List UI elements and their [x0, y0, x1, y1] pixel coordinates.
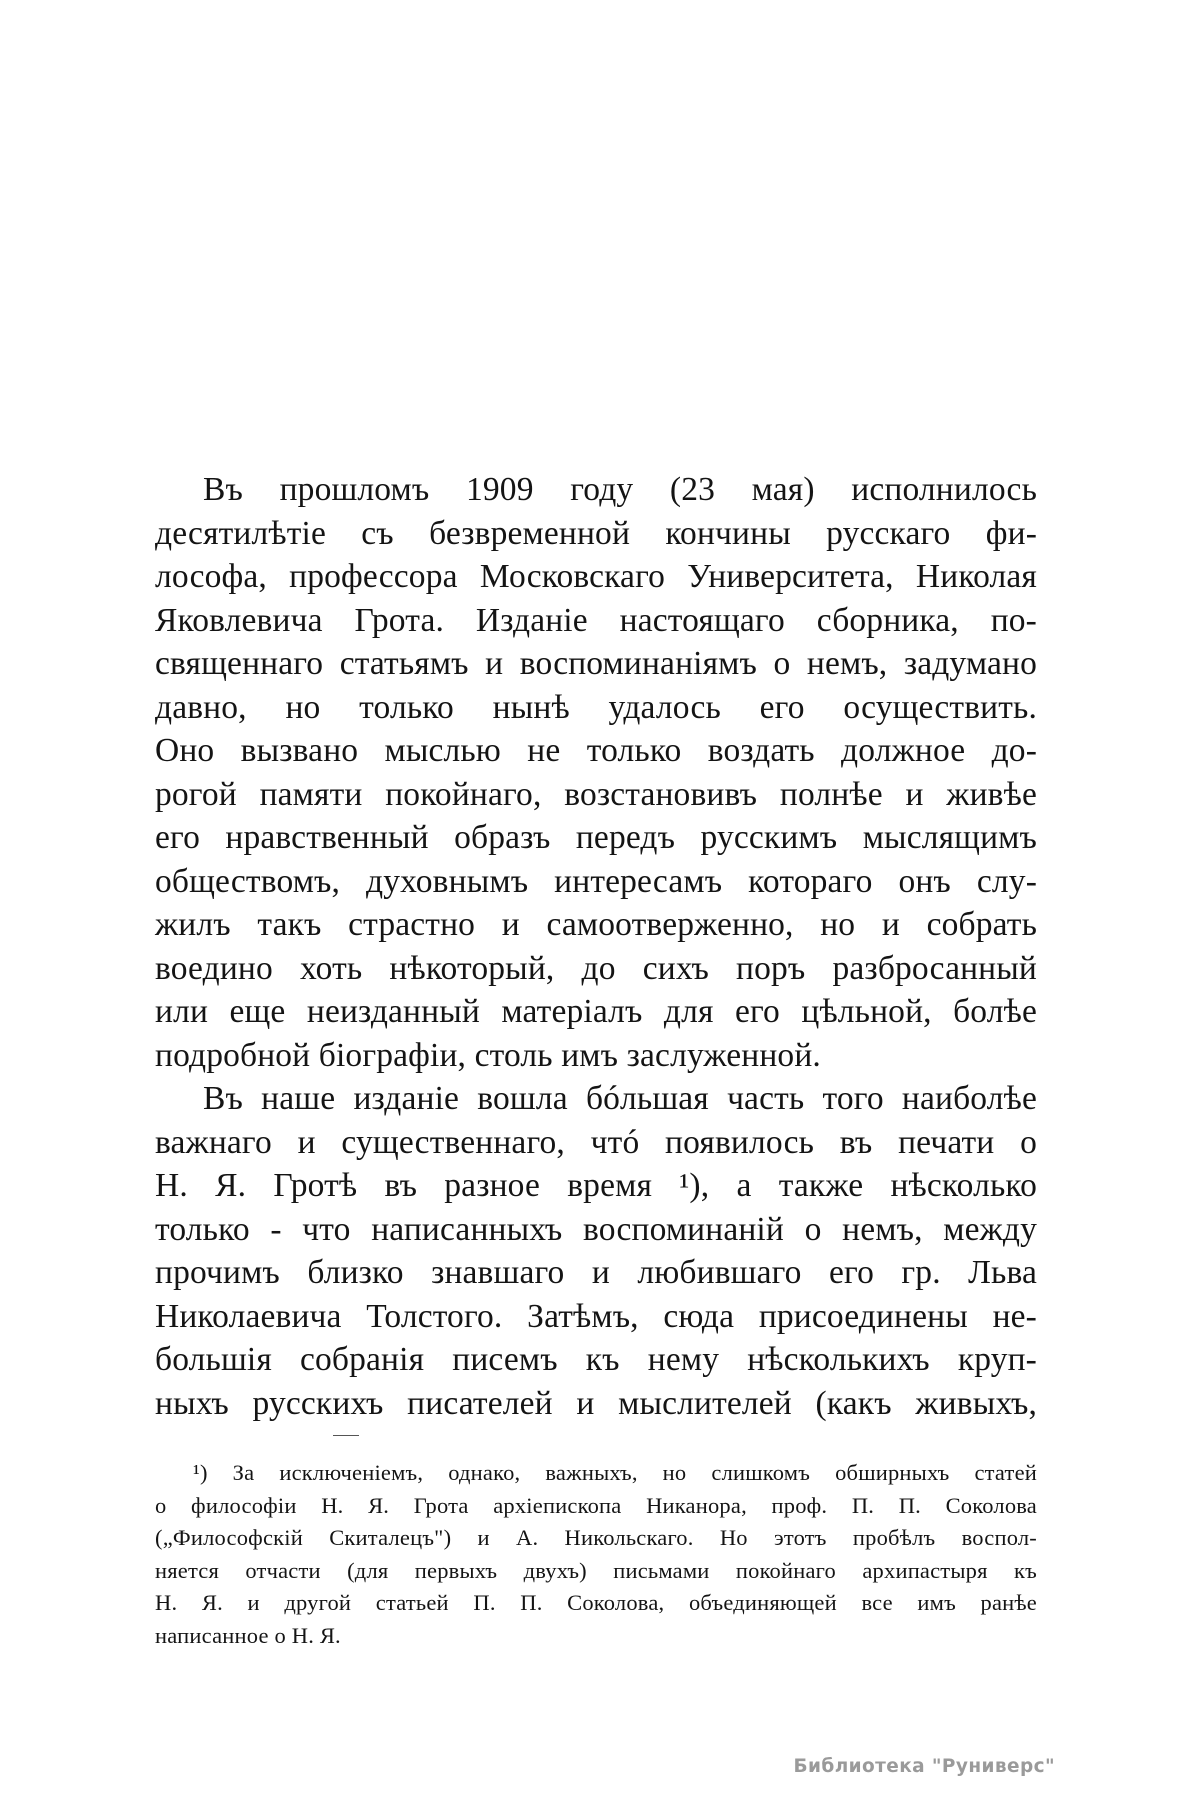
- text-line: лософа, профессора Московскаго Университета, Николая: [155, 558, 1037, 595]
- footnote-line: Н. Я. и другой статьей П. П. Соколова, объединяющей все имъ ранѣе: [155, 1590, 1037, 1615]
- text-line: Въ наше изданіе вошла бóльшая часть того наиболѣе: [203, 1080, 1037, 1117]
- main-text: [155, 468, 1037, 1425]
- text-line: Яковлевича Грота. Изданіе настоящаго сборника, по-: [155, 601, 1037, 639]
- text-line: или еще неизданный матеріалъ для его цѣльной, болѣе: [155, 993, 1037, 1030]
- text-line: Николаевича Толстого. Затѣмъ, сюда присоединены не-: [155, 1297, 1037, 1335]
- text-line: Оно вызвано мыслью не только воздать должное до-: [155, 732, 1037, 769]
- footnote-line: ¹) За исключеніемъ, однако, важныхъ, но слишкомъ обширныхъ статей: [193, 1460, 1037, 1485]
- text-line: ныхъ русскихъ писателей и мыслителей (какъ живыхъ,: [155, 1384, 1037, 1422]
- footnote-block: [155, 1457, 1037, 1652]
- footnote-line: („Философскій Скиталецъ") и А. Никольскаго. Но этотъ пробѣлъ воспол-: [155, 1525, 1037, 1550]
- footnote-line: о философіи Н. Я. Грота архіепископа Никанора, проф. П. П. Соколова: [155, 1492, 1037, 1518]
- text-line: обществомъ, духовнымъ интересамъ котораго онъ слу-: [155, 862, 1037, 900]
- library-watermark: Библиотека "Руниверс": [793, 1756, 1055, 1777]
- text-line: его нравственный образъ передъ русскимъ мыслящимъ: [155, 819, 1037, 856]
- text-line: подробной біографіи, столь имъ заслуженной.: [155, 1036, 821, 1074]
- text-line: воедино хоть нѣкоторый, до сихъ поръ разбросанный: [155, 949, 1037, 987]
- footnote-divider: [333, 1435, 359, 1436]
- text-line: Н. Я. Гротѣ въ разное время ¹), а также нѣсколько: [155, 1167, 1037, 1204]
- text-line: только - что написанныхъ воспоминаній о немъ, между: [155, 1210, 1037, 1248]
- text-line: важнаго и существеннаго, чтó появилось въ печати о: [155, 1123, 1037, 1161]
- text-line: священнаго статьямъ и воспоминаніямъ о немъ, задумано: [155, 645, 1037, 682]
- paragraph-2: [155, 1077, 1037, 1425]
- text-line: десятилѣтіе съ безвременной кончины русскаго фи-: [155, 514, 1037, 552]
- footnote-1: [155, 1457, 1037, 1652]
- footnote-line: написанное о Н. Я.: [155, 1622, 341, 1648]
- text-line: давно, но только нынѣ удалось его осуществить.: [155, 688, 1037, 726]
- text-line: большія собранія писемъ къ нему нѣсколькихъ круп-: [155, 1341, 1037, 1378]
- text-line: жилъ такъ страстно и самоотверженно, но и собрать: [155, 906, 1037, 943]
- text-line: прочимъ близко знавшаго и любившаго его гр. Льва: [155, 1254, 1037, 1291]
- text-line: Въ прошломъ 1909 году (23 мая) исполнилось: [203, 471, 1037, 508]
- footnote-line: няется отчасти (для первыхъ двухъ) письмами покойнаго архипастыря къ: [155, 1557, 1037, 1583]
- paragraph-1: [155, 468, 1037, 1077]
- text-line: рогой памяти покойнаго, возстановивъ полнѣе и живѣе: [155, 775, 1037, 813]
